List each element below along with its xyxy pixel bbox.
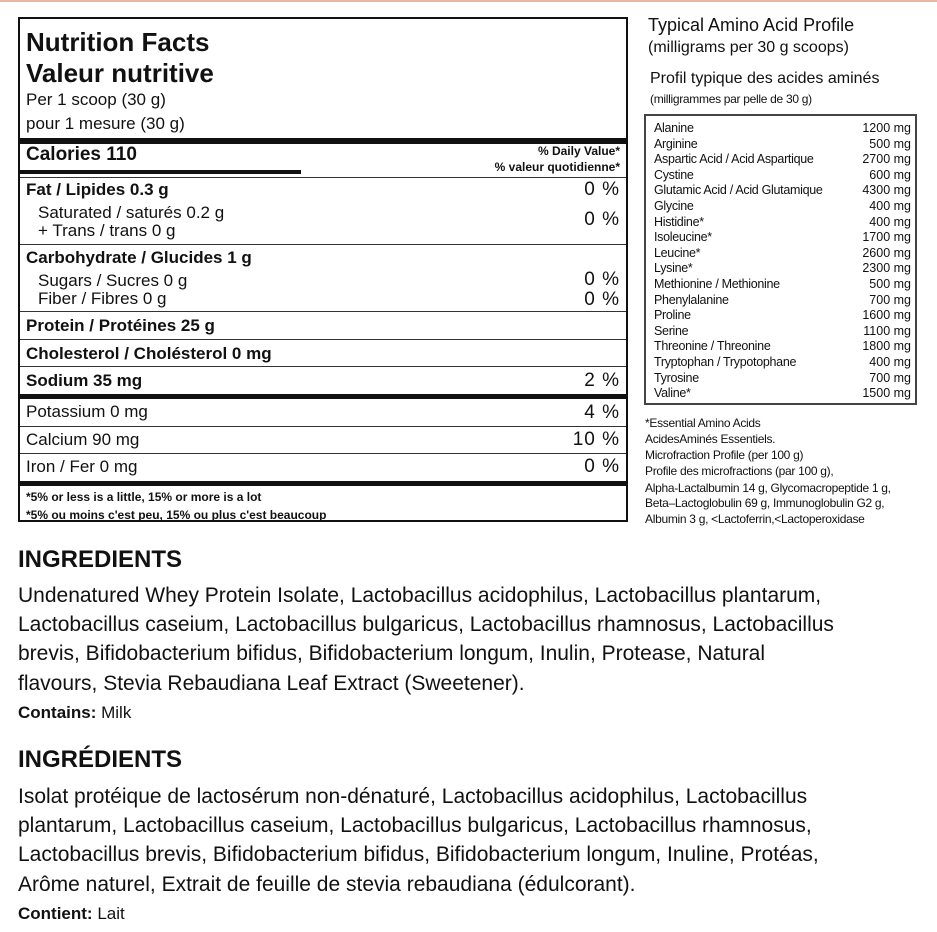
ingredients-heading-en: INGREDIENTS [18,546,183,573]
ingredients-line-fr: Isolat protéique de lactosérum non-dénaturé, Lactobacillus acidophilus, Lactobacillus [18,785,808,808]
amino-acid-table [644,114,917,405]
amino-value: 500 mg [869,136,911,151]
amino-row [654,293,911,309]
amino-value: 500 mg [869,277,911,291]
divider [20,366,626,367]
amino-row [654,277,911,293]
nutrient-sugars: Sugars / Sucres 0 g [38,271,188,290]
amino-value: 1600 mg [862,308,911,323]
daily-value-header-fr: % valeur quotidienne* [494,160,620,174]
amino-name: Aspartic Acid / Acid Aspartique [654,152,814,167]
nutrition-title-fr: Valeur nutritive [26,58,214,88]
amino-row [654,246,911,262]
amino-row [654,183,911,199]
amino-name: Alanine [654,121,694,135]
ingredients-heading-fr: INGRÉDIENTS [18,746,183,773]
nutrient-fat: Fat / Lipides 0.3 g [26,180,169,199]
amino-row [654,355,911,371]
amino-value: 400 mg [869,199,911,213]
amino-row [654,324,911,340]
nutrient-carbohydrate: Carbohydrate / Glucides 1 g [26,248,252,267]
amino-subtitle-fr: (milligrammes par pelle de 30 g) [650,92,812,106]
amino-name: Cystine [654,167,694,182]
footnote-fr: *5% ou moins c'est peu, 15% ou plus c'est beaucoup [26,508,327,522]
amino-value: 1200 mg [862,121,911,135]
contains-en [18,703,131,723]
nutrient-calcium: Calcium 90 mg [26,430,140,449]
amino-title-fr: Profil typique des acides aminés [650,70,880,87]
top-accent-line [0,0,937,2]
footnote-en: *5% or less is a little, 15% or more is a lot [26,490,262,504]
nutrient-protein: Protein / Protéines 25 g [26,316,215,335]
amino-row [654,308,911,324]
contains-value-fr: Lait [92,904,125,923]
nutrient-fiber: Fiber / Fibres 0 g [38,289,167,308]
daily-value-header-en: % Daily Value* [537,144,620,158]
amino-name: Proline [654,308,691,323]
amino-name: Lysine* [654,261,693,276]
amino-name: Arginine [654,136,698,151]
amino-value: 700 mg [869,292,911,307]
contains-label-en: Contains: [18,703,97,722]
ingredients-line-fr: plantarum, Lactobacillus caseium, Lactobacillus bulgaricus, Lactobacillus rhamnosus, [18,814,812,837]
amino-row [654,168,911,184]
amino-row [654,137,911,153]
amino-name: Phenylalanine [654,292,729,307]
amino-name: Valine* [654,386,691,401]
ingredients-line-en: Undenatured Whey Protein Isolate, Lactobacillus acidophilus, Lactobacillus plantarum, [18,584,822,607]
amino-note: AcidesAminés Essentiels. [645,432,776,446]
amino-name: Tyrosine [654,370,699,385]
nutrient-iron-pct: 0 % [584,456,620,477]
serving-size-fr: pour 1 mesure (30 g) [26,114,185,133]
amino-value: 2700 mg [862,152,911,167]
amino-note: *Essential Amino Acids [645,416,761,430]
amino-note: Profile des microfractions (par 100 g), [645,464,834,478]
amino-title-en: Typical Amino Acid Profile [648,15,855,35]
amino-name: Histidine* [654,214,704,229]
amino-name: Isoleucine* [654,230,712,245]
amino-value: 400 mg [869,214,911,229]
nutrient-cholesterol: Cholesterol / Cholésterol 0 mg [26,344,272,363]
nutrient-potassium-pct: 4 % [584,402,620,423]
amino-value: 2300 mg [862,261,911,276]
amino-row [654,339,911,355]
amino-value: 700 mg [869,370,911,385]
divider [20,177,626,178]
amino-note: Albumin 3 g, <Lactoferrin,<Lactoperoxidase [645,512,865,526]
nutrition-title-en: Nutrition Facts [26,27,210,57]
amino-value: 600 mg [869,167,911,182]
divider [20,339,626,340]
amino-row [654,386,911,402]
nutrient-fiber-pct: 0 % [584,289,620,310]
nutrient-fat-pct: 0 % [584,179,620,200]
amino-value: 4300 mg [862,183,911,198]
nutrient-potassium: Potassium 0 mg [26,402,148,421]
amino-row [654,215,911,231]
amino-name: Tryptophan / Trypotophane [654,355,797,369]
ingredients-line-en: brevis, Bifidobacterium bifidus, Bifidobacterium longum, Inulin, Protease, Natural [18,642,766,665]
amino-name: Methionine / Methionine [654,277,780,291]
nutrient-saturated-pct: 0 % [584,209,620,230]
amino-value: 400 mg [869,355,911,369]
nutrient-sodium: Sodium 35 mg [26,371,143,390]
calories-underline [20,170,301,174]
divider [20,453,626,454]
divider [20,311,626,312]
ingredients-line-en: Lactobacillus caseium, Lactobacillus bulgaricus, Lactobacillus rhamnosus, Lactobacillus [18,613,834,636]
amino-row [654,199,911,215]
amino-name: Glycine [654,199,694,213]
nutrient-sodium-pct: 2 % [584,370,620,391]
nutrient-trans: + Trans / trans 0 g [38,221,176,240]
amino-note: Alpha-Lactalbumin 14 g, Glycomacropeptide 1 g, [645,481,891,495]
amino-value: 1700 mg [862,230,911,245]
amino-note: Microfraction Profile (per 100 g) [645,448,804,462]
nutrition-facts-panel [18,17,628,522]
amino-name: Serine [654,323,689,338]
amino-row [654,230,911,246]
contains-fr [18,904,125,924]
ingredients-line-fr: Lactobacillus brevis, Bifidobacterium bifidus, Bifidobacterium longum, Inuline, Protéas, [18,843,819,866]
nutrient-calcium-pct: 10 % [572,429,620,450]
calories: Calories 110 [26,144,137,165]
ingredients-line-fr: Arôme naturel, Extrait de feuille de stevia rebaudiana (édulcorant). [18,873,636,896]
nutrient-sugars-pct: 0 % [584,269,620,290]
serving-size-en: Per 1 scoop (30 g) [26,90,166,109]
amino-row [654,121,911,137]
amino-row [654,261,911,277]
amino-name: Threonine / Threonine [654,339,771,354]
amino-name: Glutamic Acid / Acid Glutamique [654,183,823,198]
divider [20,426,626,427]
amino-value: 1100 mg [863,323,911,338]
divider [20,244,626,245]
amino-value: 1500 mg [862,386,911,401]
amino-row [654,371,911,387]
contains-value-en: Milk [96,703,132,722]
divider-thick [20,481,626,486]
nutrient-saturated: Saturated / saturés 0.2 g [38,203,225,222]
amino-row [654,152,911,168]
amino-subtitle-en: (milligrams per 30 g scoops) [648,39,849,56]
divider-thick [20,394,626,399]
ingredients-line-en: flavours, Stevia Rebaudiana Leaf Extract (Sweetener). [18,672,525,695]
amino-note: Beta–Lactoglobulin 69 g, Immunoglobulin G2 g, [645,496,885,510]
amino-value: 2600 mg [862,245,911,260]
contains-label-fr: Contient: [18,904,93,923]
amino-value: 1800 mg [862,339,911,354]
nutrient-iron: Iron / Fer 0 mg [26,457,138,476]
amino-name: Leucine* [654,245,701,260]
